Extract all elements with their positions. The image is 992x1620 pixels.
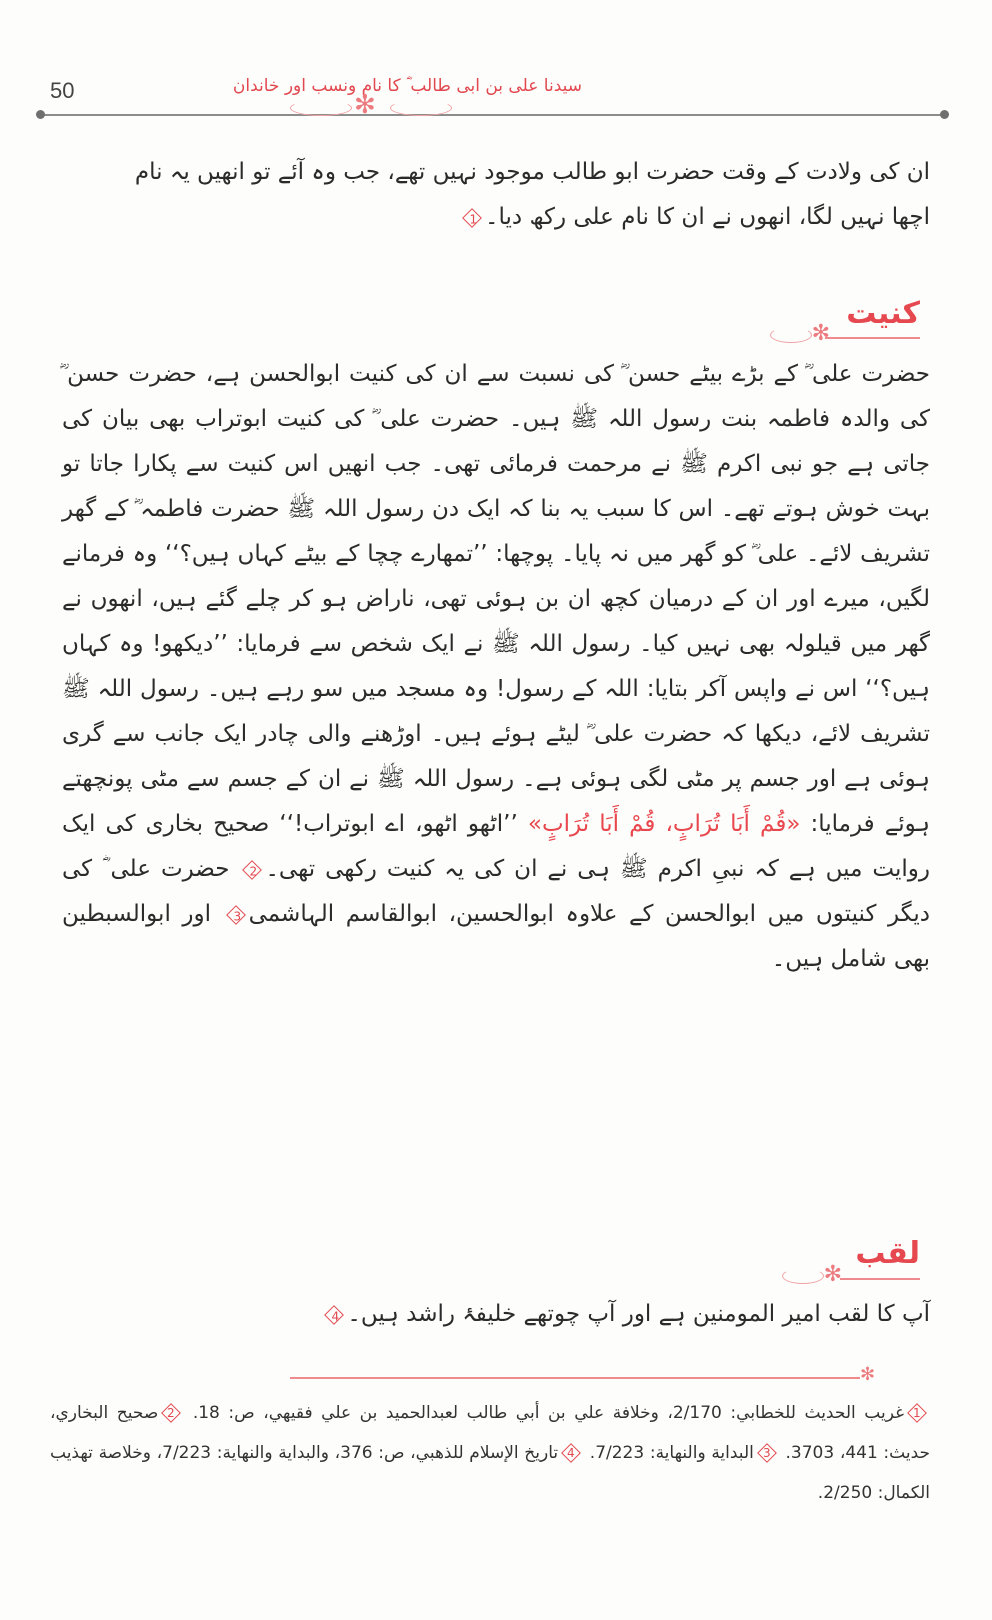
page-number: 50 <box>50 78 75 103</box>
rule-endpoint-left <box>36 110 45 119</box>
footnote-marker-1[interactable]: 1 <box>462 208 482 228</box>
intro-paragraph <box>62 150 930 240</box>
kunyah-text-1: حضرت علی ؓ کے بڑے بیٹے حسن ؓ کی نسبت سے ان کی کنیت ابوالحسن ہے، حضرت حسن ؓ کی والدہ فاطمہ بنت رسول اللہ ﷺ ہیں۔ حضرت علی ؓ کی کنیت ابوتراب بھی بیان کی جاتی ہے جو نبی اکرم ﷺ نے مرحمت فرمائی تھی۔ جب انھیں اس کنیت سے پکارا جاتا تو بہت خوش ہوتے تھے۔ اس کا سبب یہ بنا کہ ایک دن رسول اللہ ﷺ حضرت فاطمہ ؓ کے گھر تشریف لائے۔ علی ؓ کو گھر میں نہ پایا۔ پوچھا: ’’تمھارے چچا کے بیٹے کہاں ہیں؟‘‘ وہ فرمانے لگیں، میرے اور ان کے درمیان کچھ ان بن ہوئی تھی، ناراض ہو کر چلے گئے ہیں، انھوں نے گھر میں قیلولہ بھی نہیں کیا۔ رسول اللہ ﷺ نے ایک شخص سے فرمایا: ’’دیکھو! وہ کہاں ہیں؟‘‘ اس نے واپس آکر بتایا: اللہ کے رسول! وہ مسجد میں سو رہے ہیں۔ رسول اللہ ﷺ تشریف لائے، دیکھا کہ حضرت علی ؓ لیٹے ہوئے ہیں۔ اوڑھنے والی چادر ایک جانب سے گری ہوئی ہے اور جسم پر مٹی لگی ہوئی ہے۔ رسول اللہ ﷺ نے ان کے جسم سے مٹی پونچھتے ہوئے فرمایا: <box>62 361 931 837</box>
footnote-marker-3[interactable]: 3 <box>226 905 246 925</box>
ornament-swirl-left <box>290 100 352 116</box>
footnote-label-4: 4 <box>561 1443 581 1463</box>
footnotes-text <box>50 1393 930 1513</box>
section-heading-kunyah: کنیت <box>846 296 920 331</box>
footnote-4: تاريخ الإسلام للذهبي، ص: 376، والبداية والنهاية: 7/223، وخلاصة تهذيب الكمال: 2/250. <box>50 1443 930 1503</box>
arabic-hadith-quote: «قُمْ أَبَا تُرَابٍ، قُمْ أَبَا تُرَابٍ» <box>527 811 801 837</box>
ornament-swirl-right <box>390 100 452 116</box>
section-heading-rule <box>825 337 920 339</box>
footnotes-block <box>50 1393 930 1513</box>
footnote-marker-4[interactable]: 4 <box>325 1305 345 1325</box>
intro-line-1: ان کی ولادت کے وقت حضرت ابو طالب موجود نہیں تھے، جب وہ آئے تو انھیں یہ نام <box>134 159 930 185</box>
floral-ornament-icon: ✻ <box>823 1262 842 1287</box>
rule-endpoint-right <box>940 110 949 119</box>
footnote-3: البداية والنهاية: 7/223. <box>589 1443 754 1463</box>
intro-line-2-text: اچھا نہیں لگا، انھوں نے ان کا نام علی رکھ دیا۔ <box>485 204 930 230</box>
intro-line-2 <box>62 195 930 240</box>
laqab-paragraph <box>62 1292 930 1337</box>
footnote-label-2: 2 <box>161 1403 181 1423</box>
running-title: سیدنا علی بن ابی طالب ؓ کا نام ونسب اور خاندان <box>232 76 582 96</box>
footnote-separator <box>290 1377 860 1379</box>
laqab-text: آپ کا لقب امیر المومنین ہے اور آپ چوتھے خلیفۂ راشد ہیں۔ <box>347 1301 930 1327</box>
floral-ornament-icon: ✻ <box>860 1364 876 1385</box>
section-heading-laqab: لقب <box>855 1236 920 1271</box>
kunyah-body <box>62 352 930 982</box>
footnote-2: صحيح البخاري، حديث: 441، 3703. <box>50 1403 931 1463</box>
laqab-text-line <box>62 1292 930 1337</box>
kunyah-text-4: اور ابوالسبطین بھی شامل ہیں۔ <box>62 901 930 972</box>
footnote-label-3: 3 <box>757 1443 777 1463</box>
floral-ornament-icon: ✻ <box>354 90 376 120</box>
kunyah-paragraph <box>62 352 930 982</box>
ornament-swirl <box>770 327 812 343</box>
footnote-label-1: 1 <box>907 1403 927 1423</box>
ornament-swirl <box>782 1268 824 1284</box>
section-heading-rule <box>840 1278 920 1280</box>
header-rule <box>40 114 945 116</box>
footnote-marker-2[interactable]: 2 <box>243 860 263 880</box>
kunyah-text-2: ’’اٹھو اٹھو، اے ابوتراب!‘‘ صحیح بخاری کی ایک روایت میں ہے کہ نبیِ اکرم ﷺ ہی نے ان کی یہ کنیت رکھی تھی۔ <box>62 811 930 882</box>
kunyah-text-3: حضرت علی ؓ کی دیگر کنیتوں میں ابوالحسن کے علاوہ ابوالحسین، ابوالقاسم الہاشمی <box>62 856 930 927</box>
footnote-1: غريب الحديث للخطابي: 2/170، وخلافة علي بن أبي طالب لعبدالحميد بن علي فقيهي، ص: 18. <box>192 1403 904 1423</box>
floral-ornament-icon: ✻ <box>811 321 830 346</box>
